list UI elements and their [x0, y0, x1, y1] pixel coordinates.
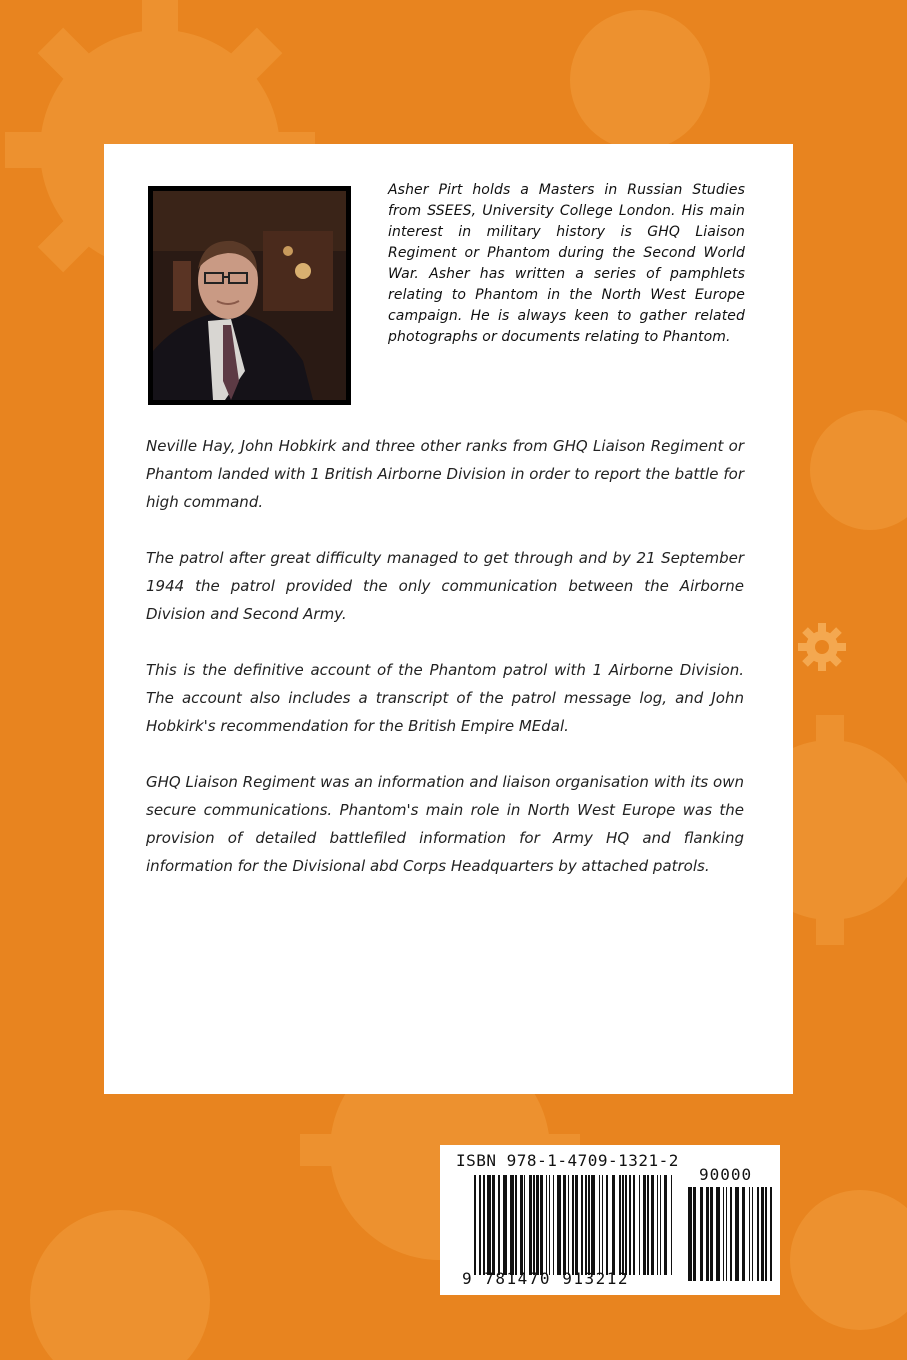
- barcode-bar: [591, 1175, 595, 1275]
- barcode-bar: [546, 1175, 547, 1275]
- barcode-bar: [474, 1175, 476, 1275]
- barcode-bar: [633, 1175, 635, 1275]
- barcode-bar: [757, 1187, 759, 1281]
- barcode-bar: [629, 1175, 631, 1275]
- isbn-barcode: [440, 1145, 780, 1295]
- barcode-bar: [553, 1175, 554, 1275]
- barcode-bar: [588, 1175, 590, 1275]
- blurb-paragraph: This is the definitive account of the Phantom patrol with 1 Airborne Division. The account also includes a transcript of the patrol message log, and John Hobkirk's recommendation for the British Empire MEdal.: [146, 661, 744, 735]
- barcode-bar: [606, 1175, 608, 1275]
- barcode-bar: [585, 1175, 587, 1275]
- barcode-bar: [639, 1175, 640, 1275]
- barcode-bar: [612, 1175, 615, 1275]
- blurb-paragraph: GHQ Liaison Regiment was an information and liaison organisation with its own secure communications. Phantom's main role in North West Europe was the provision of detailed battlefiled information for Army HQ and flanking information for the Divisional abd Corps Headquarters by attached patrols.: [146, 773, 744, 875]
- price-code: 90000: [699, 1165, 753, 1184]
- blurb-paragraph: Neville Hay, John Hobkirk and three other ranks from GHQ Liaison Regiment or Phantom landed with 1 British Airborne Division in order to report the battle for high command.: [146, 437, 744, 511]
- blurb-paragraph: The patrol after great difficulty managed to get through and by 21 September 1944 the patrol provided the only communication between the Airborne Division and Second Army.: [146, 549, 744, 623]
- barcode-bar: [716, 1187, 720, 1281]
- barcode-bar: [572, 1175, 574, 1275]
- author-bio: Asher Pirt holds a Masters in Russian Studies from SSEES, University College London. His main interest in military history is GHQ Liaison Regiment or Phantom during the Second World War. Asher has written a series of pamphlets relating to Phantom in the North West Europe campaign. He is always keen to gather related photographs or documents relating to Phantom.: [388, 182, 745, 345]
- barcode-bar: [643, 1175, 646, 1275]
- barcode-bar: [483, 1175, 485, 1275]
- barcode-bar: [657, 1175, 658, 1275]
- barcode-bar: [726, 1187, 727, 1281]
- barcode-bar: [752, 1187, 753, 1281]
- author-portrait-icon: [153, 191, 346, 400]
- barcode-bar: [581, 1175, 583, 1275]
- barcode-bar: [625, 1175, 627, 1275]
- barcode-bar: [693, 1187, 696, 1281]
- barcode-bar: [602, 1175, 603, 1275]
- barcode-bar: [619, 1175, 621, 1275]
- ean-digits: 9 781470 913212: [462, 1269, 629, 1288]
- barcode-bar: [770, 1187, 772, 1281]
- barcode-bar: [761, 1187, 764, 1281]
- barcode-bar: [671, 1175, 672, 1275]
- barcode-bar: [688, 1187, 692, 1281]
- barcode-bar: [706, 1187, 709, 1281]
- barcode-bar: [735, 1187, 739, 1281]
- barcode-bar: [647, 1175, 649, 1275]
- barcode-bar: [503, 1175, 507, 1275]
- barcode-bar: [533, 1175, 535, 1275]
- barcode-bar: [749, 1187, 750, 1281]
- barcode-bar: [492, 1175, 495, 1275]
- barcode-bar: [575, 1175, 578, 1275]
- blurb: [146, 432, 744, 908]
- barcode-bar: [568, 1175, 569, 1275]
- barcode-bar: [651, 1175, 654, 1275]
- barcode-bar: [664, 1175, 667, 1275]
- barcode-bar: [557, 1175, 561, 1275]
- barcode-bar: [549, 1175, 550, 1275]
- barcode-bar: [563, 1175, 566, 1275]
- barcode-bar: [520, 1175, 523, 1275]
- barcode-bar: [536, 1175, 539, 1275]
- barcode-bar: [524, 1175, 525, 1275]
- barcode-bar: [487, 1175, 491, 1275]
- barcode-bar: [498, 1175, 500, 1275]
- barcode-bar: [510, 1175, 514, 1275]
- barcode-bar: [730, 1187, 732, 1281]
- barcode-bar: [710, 1187, 713, 1281]
- author-photo: [148, 186, 351, 405]
- back-cover-panel: [104, 144, 793, 1094]
- barcode-bar: [515, 1175, 517, 1275]
- barcode-bar: [765, 1187, 767, 1281]
- barcode-bar: [742, 1187, 745, 1281]
- barcode-bar: [700, 1187, 703, 1281]
- barcode-bar: [599, 1175, 600, 1275]
- barcode-bar: [723, 1187, 724, 1281]
- barcode-bar: [479, 1175, 481, 1275]
- barcode-bar: [529, 1175, 532, 1275]
- barcode-bar: [622, 1175, 624, 1275]
- ean-barcode-bars: [474, 1175, 672, 1275]
- isbn-label: ISBN 978-1-4709-1321-2: [456, 1151, 679, 1170]
- addon-barcode-bars: [688, 1187, 772, 1287]
- barcode-bar: [540, 1175, 543, 1275]
- barcode-bar: [660, 1175, 661, 1275]
